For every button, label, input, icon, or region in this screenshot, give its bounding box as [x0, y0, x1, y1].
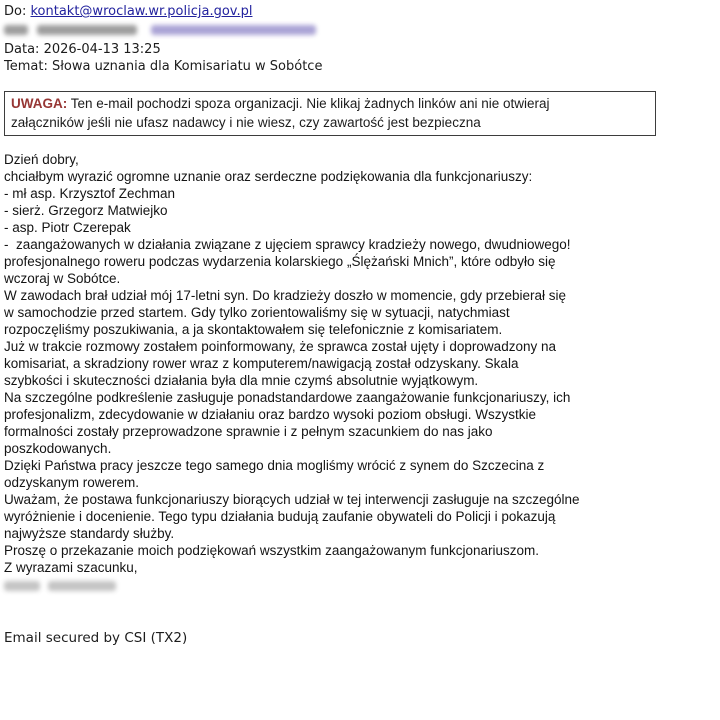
body-line: odzyskanym rowerem.: [4, 474, 140, 490]
body-line: wyróżnienie i docenienie. Tego typu działania budują zaufanie obywateli do Policji i pokazują: [4, 508, 556, 524]
body-line: komisariat, a skradziony rower wraz z komputerem/nawigacją został odzyskany. Skala: [4, 355, 519, 371]
body-line: wczoraj w Sobótce.: [4, 270, 121, 286]
subject-label: Temat:: [4, 59, 52, 74]
body-line: Z wyrazami szacunku,: [4, 559, 138, 575]
body-line: - sierż. Grzegorz Matwiejko: [4, 202, 168, 218]
redacted-signature-last-name: [48, 581, 116, 591]
signature-redacted: [4, 579, 720, 593]
redacted-sender-email-link[interactable]: [151, 25, 316, 35]
body-line: - mł asp. Krzysztof Zechman: [4, 185, 176, 201]
body-line: formalności zostały przeprowadzone sprawnie i z pełnym szacunkiem do nas jako: [4, 423, 493, 439]
body-line: Dzień dobry,: [4, 151, 79, 167]
date-value: 2026-04-13 13:25: [43, 41, 161, 57]
body-line: - zaangażowanych w działania związane z ujęciem sprawcy kradzieży nowego, dwudniowego!: [4, 236, 571, 252]
to-email-link[interactable]: kontakt@wroclaw.wr.policja.gov.pl: [30, 4, 253, 19]
body-line: - asp. Piotr Czerepak: [4, 219, 131, 235]
body-line: szybkości i skuteczności działania była dla mnie czymś absolutnie wyjątkowym.: [4, 372, 479, 388]
external-sender-warning-banner: [4, 91, 656, 136]
warning-label: UWAGA:: [11, 95, 68, 111]
redacted-signature-first-name: [4, 581, 40, 591]
to-label: Do:: [4, 4, 31, 19]
redacted-sender-name: [37, 25, 137, 35]
body-line: Proszę o przekazanie moich podziękowań wszystkim zaangażowanym funkcjonariuszom.: [4, 542, 539, 558]
subject-value: Słowa uznania dla Komisariatu w Sobótce: [51, 59, 323, 74]
warning-text-line-1: Ten e-mail pochodzi spoza organizacji. Nie klikaj żadnych linków ani nie otwieraj: [67, 95, 550, 111]
redacted-from-label: [4, 25, 28, 35]
date-label: Data:: [4, 41, 44, 57]
header-to-line: [4, 3, 720, 21]
body-line: Na szczególne podkreślenie zasługuje ponadstandardowe zaangażowanie funkcjonariuszy, ich: [4, 389, 571, 405]
body-line: profesjonalnego roweru podczas wydarzenia kolarskiego „Ślężański Mnich”, które odbyło się: [4, 253, 556, 269]
body-line: najwyższe standardy służby.: [4, 525, 175, 541]
body-line: poszkodowanych.: [4, 440, 112, 456]
body-line: W zawodach brał udział mój 17-letni syn. Do kradzieży doszło w momencie, gdy przebierał się: [4, 287, 566, 303]
email-security-footer: Email secured by CSI (TX2): [4, 629, 188, 646]
body-line: chciałbym wyrazić ogromne uznanie oraz serdeczne podziękowania dla funkcjonariuszy:: [4, 168, 533, 184]
body-line: Już w trakcie rozmowy zostałem poinformowany, że sprawca został ujęty i doprowadzony na: [4, 338, 556, 354]
header-from-line-redacted: [4, 22, 720, 39]
body-line: w samochodzie przed startem. Gdy tylko zorientowaliśmy się w sytuacji, natychmiast: [4, 304, 510, 320]
header-subject-line: [4, 58, 720, 76]
warning-text-line-2: załączników jeśli nie ufasz nadawcy i nie wiesz, czy zawartość jest bezpieczna: [11, 114, 481, 130]
body-line: Uważam, że postawa funkcjonariuszy biorących udział w tej interwencji zasługuje na szczególne: [4, 491, 580, 507]
body-line: rozpoczęliśmy poszukiwania, a ja skontaktowałem się telefonicznie z komisariatem.: [4, 321, 503, 337]
email-body: [4, 151, 704, 576]
body-line: Dzięki Państwa pracy jeszcze tego samego dnia mogliśmy wrócić z synem do Szczecina z: [4, 457, 545, 473]
header-date-line: [4, 41, 720, 59]
body-line: profesjonalizm, zdecydowanie w działaniu oraz bardzo wysoki poziom obsługi. Wszystkie: [4, 406, 536, 422]
